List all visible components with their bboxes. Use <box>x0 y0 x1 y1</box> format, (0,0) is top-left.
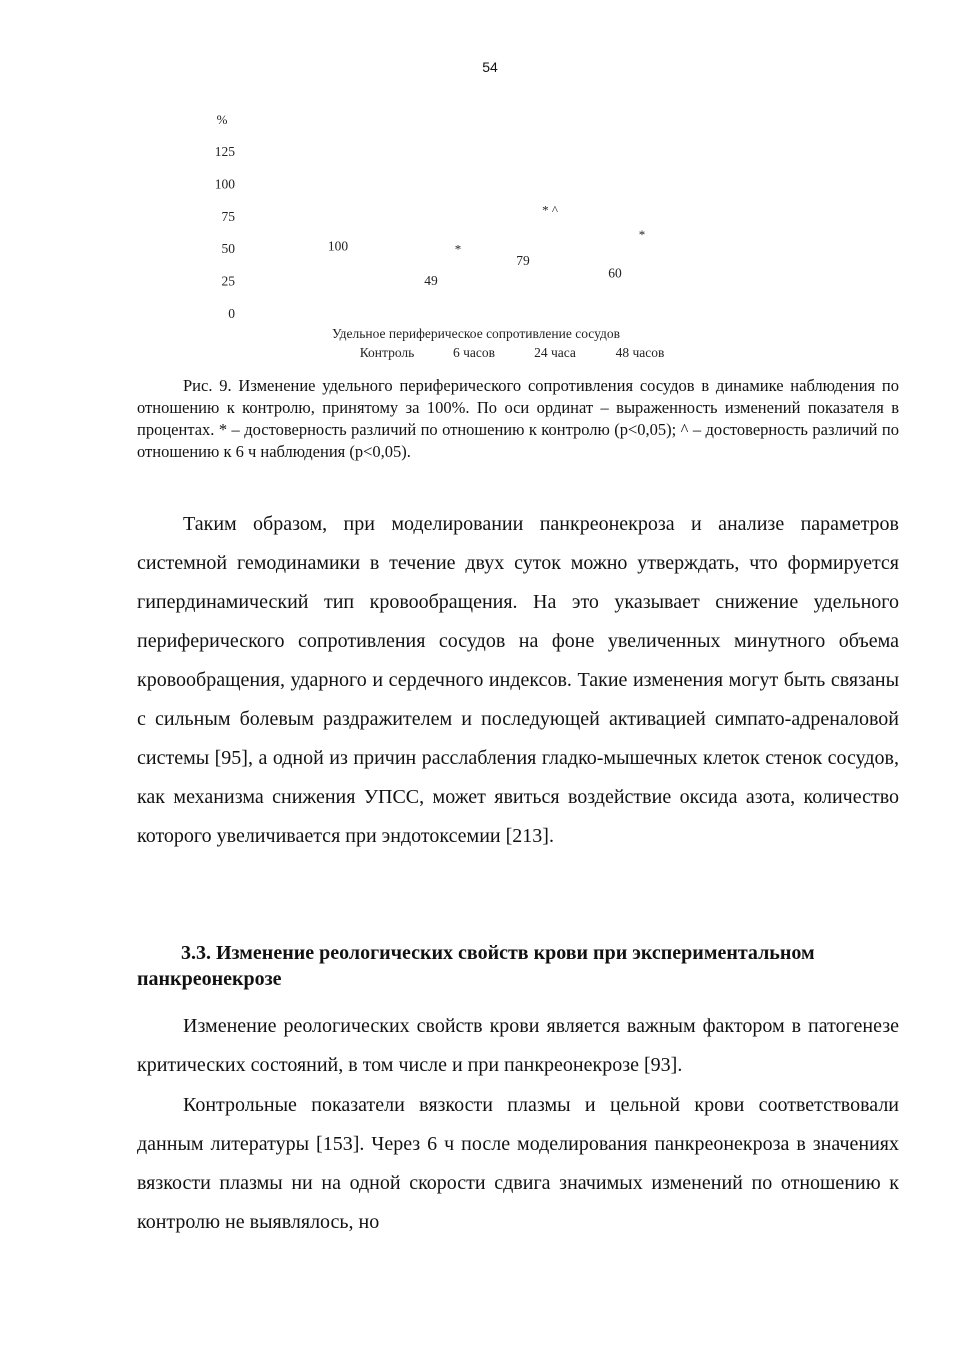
paragraph-conclusion: Таким образом, при моделировании панкреонекроза и анализе параметров системной гемодинамики в течение двух суток можно утверждать, что формируется гипердинамический тип кровообращения. На это указывает снижение удельного периферического сопротивления сосудов на фоне увеличенных минутного объема кровообращения, ударного и сердечного индексов. Такие изменения могут быть связаны с сильным болевым раздражителем и последующей активацией симпато-адреналовой системы [95], а одной из причин расслабления гладко-мышечных клеток стенок сосудов, как механизма снижения УПСС, может явиться воздействие оксида азота, количество которого увеличивается при эндотоксемии [213]. <box>137 513 899 847</box>
y-tick-label: 25 <box>221 273 235 289</box>
significance-marker: * ^ <box>542 202 558 218</box>
y-tick-label: 0 <box>228 306 235 321</box>
significance-marker: * <box>638 227 646 243</box>
x-category-label: 48 часов <box>615 345 665 360</box>
y-tick-label: 100 <box>214 176 235 192</box>
section-heading: 3.3. Изменение реологических свойств крови при экспериментальном панкреонекрозе <box>137 942 815 990</box>
data-label: 60 <box>608 265 622 281</box>
paragraph-rheology-intro: Изменение реологических свойств крови является важным фактором в патогенезе критических состояний, в том числе и при панкреонекрозе [93]. <box>137 1015 899 1076</box>
data-label: 79 <box>516 252 530 268</box>
y-tick-label: 125 <box>214 144 235 159</box>
y-axis-label: % <box>216 112 228 127</box>
y-tick-label: 50 <box>221 241 235 257</box>
x-category-label: 24 часа <box>534 345 576 360</box>
significance-marker: * <box>454 241 462 257</box>
y-tick-label: 75 <box>221 208 235 224</box>
page-number: 54 <box>482 59 498 75</box>
data-label: 100 <box>327 238 349 254</box>
data-label: 49 <box>424 272 438 288</box>
figure-caption <box>137 375 899 463</box>
caption-text: Рис. 9. Изменение удельного периферического сопротивления сосудов в динамике наблюдения по отношению к контролю, принятому за 100%. По оси ординат – выраженность изменений показателя в процентах. * – достоверность различий по отношению к контролю (p<0,05); ^ – достоверность различий по отношению к 6 ч наблюдения (p<0,05). <box>137 376 899 461</box>
bar-chart <box>0 100 954 370</box>
x-category-label: Контроль <box>359 345 415 360</box>
paragraph-viscosity: Контрольные показатели вязкости плазмы и цельной крови соответствовали данным литературы [153]. Через 6 ч после моделирования панкреонекроза в значениях вязкости плазмы ни на одной скорости сдвига значимых изменений по отношению к контролю не выявлялось, но <box>137 1094 899 1233</box>
x-axis-label: Удельное периферическое сопротивление сосудов <box>331 326 621 341</box>
x-category-label: 6 часов <box>452 345 496 360</box>
